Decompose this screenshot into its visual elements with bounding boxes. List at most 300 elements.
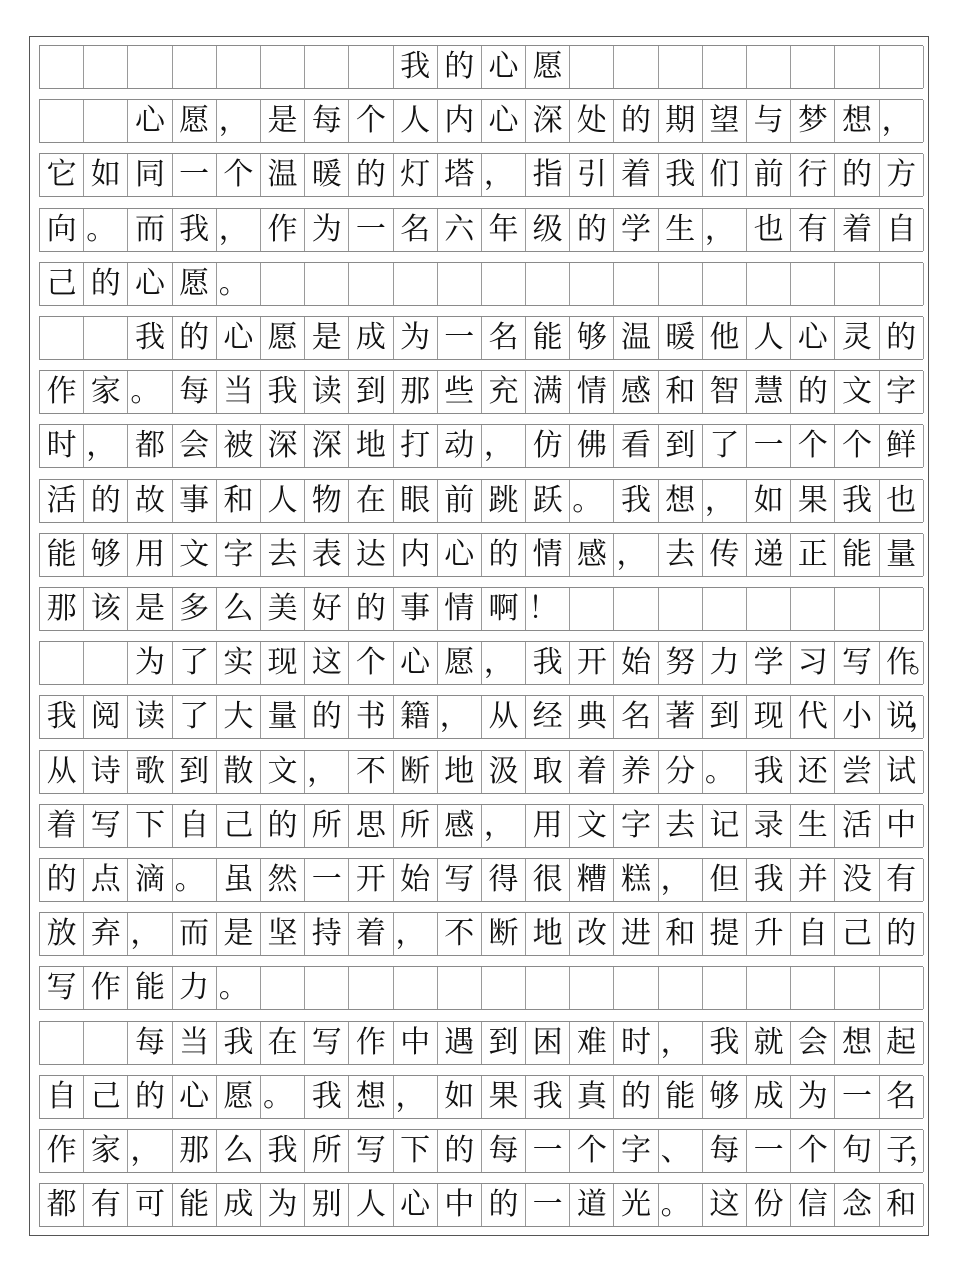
grid-cell: 真 (570, 1076, 614, 1118)
grid-cell: 量 (880, 534, 924, 576)
grid-cell: 人 (747, 317, 791, 359)
grid-cell: 写 (40, 967, 84, 1009)
grid-cell: 了 (703, 425, 747, 467)
grid-cell: 和 (659, 371, 703, 413)
grid-cell: 到 (482, 1022, 526, 1064)
grid-cell: 去 (659, 534, 703, 576)
grid-cell: 字 (614, 805, 658, 847)
grid-cell (835, 967, 879, 1009)
grid-cell: 一 (305, 859, 349, 901)
grid-cell (128, 46, 172, 88)
grid-cell: 开 (349, 859, 393, 901)
grid-cell: ， (659, 859, 703, 901)
grid-cell: 时 (614, 1022, 658, 1064)
grid-cell: 我 (128, 317, 172, 359)
grid-cell: ， (659, 1022, 703, 1064)
grid-cell: 放 (40, 913, 84, 955)
grid-cell: 为 (128, 642, 172, 684)
grid-cell: 名 (614, 696, 658, 738)
grid-cell: 和 (217, 480, 261, 522)
grid-cell: 写 (305, 1022, 349, 1064)
grid-cell: 糕 (614, 859, 658, 901)
grid-cell: 心 (128, 100, 172, 142)
grid-cell: 着 (40, 805, 84, 847)
grid-cell: 它 (40, 154, 84, 196)
grid-cell: 可 (128, 1184, 172, 1226)
grid-cell: 能 (659, 1076, 703, 1118)
text-row (39, 479, 923, 523)
grid-cell: 我 (747, 859, 791, 901)
grid-cell (84, 317, 128, 359)
grid-cell: ， (305, 751, 349, 793)
grid-cell: 。 (217, 967, 261, 1009)
grid-cell (526, 263, 570, 305)
text-row (39, 424, 923, 468)
grid-cell (747, 46, 791, 88)
grid-cell: 我 (526, 642, 570, 684)
grid-cell: 名 (482, 317, 526, 359)
grid-cell: 作 (349, 1022, 393, 1064)
grid-cell: 散 (217, 751, 261, 793)
grid-cell (526, 967, 570, 1009)
grid-cell (394, 263, 438, 305)
grid-cell: 文 (570, 805, 614, 847)
grid-cell: 思 (349, 805, 393, 847)
grid-cell: 糟 (570, 859, 614, 901)
grid-cell: 学 (747, 642, 791, 684)
grid-cell: 够 (570, 317, 614, 359)
grid-cell: 打 (394, 425, 438, 467)
grid-cell (570, 46, 614, 88)
grid-cell (570, 263, 614, 305)
grid-cell: 文 (261, 751, 305, 793)
grid-cell: 够 (84, 534, 128, 576)
grid-cell (747, 588, 791, 630)
grid-cell: 著 (659, 696, 703, 738)
grid-cell: 实 (217, 642, 261, 684)
grid-cell: 一 (835, 1076, 879, 1118)
grid-cell: 就 (747, 1022, 791, 1064)
grid-cell (217, 46, 261, 88)
grid-cell (659, 263, 703, 305)
grid-cell: 愿 (261, 317, 305, 359)
grid-cell: 处 (570, 100, 614, 142)
grid-cell: 分 (659, 751, 703, 793)
grid-cell (791, 46, 835, 88)
grid-cell: 的 (84, 263, 128, 305)
grid-cell: 如 (747, 480, 791, 522)
grid-cell: 为 (791, 1076, 835, 1118)
grid-cell: 下 (394, 1130, 438, 1172)
grid-cell: 己 (84, 1076, 128, 1118)
grid-cell: 读 (305, 371, 349, 413)
grid-cell: 的 (614, 1076, 658, 1118)
grid-cell: 每 (482, 1130, 526, 1172)
grid-cell: 着 (835, 209, 879, 251)
grid-cell: 心 (394, 1184, 438, 1226)
grid-cell: 美 (261, 588, 305, 630)
grid-cell: 心 (128, 263, 172, 305)
grid-cell: 了 (173, 696, 217, 738)
grid-cell: 活 (40, 480, 84, 522)
grid-cell: 记 (703, 805, 747, 847)
grid-cell: 满 (526, 371, 570, 413)
grid-cell: 念 (835, 1184, 879, 1226)
text-row (39, 750, 923, 794)
grid-cell: 遇 (438, 1022, 482, 1064)
grid-cell: 难 (570, 1022, 614, 1064)
grid-cell: 进 (614, 913, 658, 955)
grid-cell: ， (128, 1130, 172, 1172)
grid-cell: 起 (880, 1022, 924, 1064)
grid-cell: 活 (835, 805, 879, 847)
grid-cell: 说 ， (880, 696, 924, 738)
grid-cell: 灵 (835, 317, 879, 359)
text-row (39, 1075, 923, 1119)
grid-cell: 那 (394, 371, 438, 413)
grid-cell (305, 263, 349, 305)
grid-cell: 会 (791, 1022, 835, 1064)
grid-cell: 为 (261, 1184, 305, 1226)
grid-cell: 。 (703, 751, 747, 793)
grid-cell: 在 (261, 1022, 305, 1064)
grid-cell: 有 (84, 1184, 128, 1226)
grid-cell: 事 (173, 480, 217, 522)
grid-cell: ， (394, 913, 438, 955)
grid-cell (614, 46, 658, 88)
grid-cell: 学 (614, 209, 658, 251)
grid-cell: 我 (394, 46, 438, 88)
grid-cell: 能 (526, 317, 570, 359)
grid-cell (835, 588, 879, 630)
grid-cell (791, 967, 835, 1009)
grid-cell: 和 (659, 913, 703, 955)
text-row (39, 316, 923, 360)
grid-cell: 个 (349, 642, 393, 684)
text-row (39, 370, 923, 414)
grid-cell: 物 (305, 480, 349, 522)
grid-cell: 。 (570, 480, 614, 522)
grid-cell: 内 (394, 534, 438, 576)
grid-cell (747, 967, 791, 1009)
grid-cell: 向 (40, 209, 84, 251)
grid-cell (394, 967, 438, 1009)
grid-cell: 他 (703, 317, 747, 359)
grid-cell: 传 (703, 534, 747, 576)
grid-cell: ， (394, 1076, 438, 1118)
grid-cell: 的 (128, 1076, 172, 1118)
grid-cell: 别 (305, 1184, 349, 1226)
grid-cell: 我 (261, 1130, 305, 1172)
grid-cell: 也 (880, 480, 924, 522)
grid-cell: 个 (791, 425, 835, 467)
grid-cell: 该 (84, 588, 128, 630)
grid-cell: 开 (570, 642, 614, 684)
grid-cell: 佛 (570, 425, 614, 467)
text-row (39, 641, 939, 685)
grid-cell: 深 (261, 425, 305, 467)
grid-cell: 但 (703, 859, 747, 901)
grid-cell: 的 (438, 1130, 482, 1172)
grid-cell: 行 (791, 154, 835, 196)
grid-cell: 困 (526, 1022, 570, 1064)
grid-cell: 我 (526, 1076, 570, 1118)
grid-cell: 眼 (394, 480, 438, 522)
grid-cell: 每 (128, 1022, 172, 1064)
grid-cell: 情 (570, 371, 614, 413)
text-row (39, 208, 923, 252)
grid-cell: 生 (791, 805, 835, 847)
grid-cell: 并 (791, 859, 835, 901)
grid-cell: 情 (438, 588, 482, 630)
grid-cell: 心 (482, 46, 526, 88)
grid-cell: 写 (835, 642, 879, 684)
grid-cell: 还 (791, 751, 835, 793)
grid-cell: ， (438, 696, 482, 738)
grid-cell: 到 (173, 751, 217, 793)
text-row (39, 262, 923, 306)
grid-cell: 的 (791, 371, 835, 413)
grid-cell: 灯 (394, 154, 438, 196)
grid-cell: 始 (394, 859, 438, 901)
grid-cell (349, 967, 393, 1009)
grid-cell: 为 (394, 317, 438, 359)
grid-cell (835, 263, 879, 305)
grid-cell (84, 642, 128, 684)
grid-cell: ， (703, 480, 747, 522)
grid-cell: 达 (349, 534, 393, 576)
grid-cell (305, 46, 349, 88)
grid-cell: 自 (791, 913, 835, 955)
grid-cell: 个 (570, 1130, 614, 1172)
grid-cell (40, 317, 84, 359)
grid-cell: 现 (261, 642, 305, 684)
grid-cell: 心 (791, 317, 835, 359)
grid-cell: 。 (84, 209, 128, 251)
text-row (39, 533, 923, 577)
grid-cell: 用 (526, 805, 570, 847)
grid-cell (349, 46, 393, 88)
grid-cell: 梦 (791, 100, 835, 142)
grid-cell: 自 (880, 209, 924, 251)
grid-cell: 现 (747, 696, 791, 738)
grid-cell: 好 (305, 588, 349, 630)
grid-cell: 写 (438, 859, 482, 901)
grid-cell: 成 (747, 1076, 791, 1118)
grid-cell (482, 967, 526, 1009)
grid-cell: 啊 (482, 588, 526, 630)
grid-cell (703, 967, 747, 1009)
grid-cell: 会 (173, 425, 217, 467)
grid-cell: 持 (305, 913, 349, 955)
grid-cell: 籍 (394, 696, 438, 738)
grid-cell: 个 (835, 425, 879, 467)
grid-cell: ， (482, 425, 526, 467)
grid-cell: 人 (394, 100, 438, 142)
grid-cell: ， (217, 100, 261, 142)
grid-cell: 我 (217, 1022, 261, 1064)
grid-cell: 引 (570, 154, 614, 196)
grid-cell: 信 (791, 1184, 835, 1226)
grid-cell (791, 588, 835, 630)
grid-cell: 断 (482, 913, 526, 955)
grid-cell: 塔 (438, 154, 482, 196)
grid-cell: 到 (349, 371, 393, 413)
grid-cell: 名 (394, 209, 438, 251)
grid-cell: 能 (173, 1184, 217, 1226)
grid-cell: 从 (482, 696, 526, 738)
grid-cell: 、 (659, 1130, 703, 1172)
grid-cell: 递 (747, 534, 791, 576)
grid-cell: 写 (349, 1130, 393, 1172)
grid-cell: 我 (703, 1022, 747, 1064)
grid-cell (438, 967, 482, 1009)
grid-cell: 这 (305, 642, 349, 684)
grid-cell: 取 (526, 751, 570, 793)
grid-cell: 所 (394, 805, 438, 847)
grid-cell: 点 (84, 859, 128, 901)
grid-cell: 。 (173, 859, 217, 901)
grid-cell: 中 (438, 1184, 482, 1226)
grid-cell: 着 (614, 154, 658, 196)
grid-cell: 文 (173, 534, 217, 576)
grid-cell: ， (703, 209, 747, 251)
grid-cell: 一 (173, 154, 217, 196)
grid-cell: 的 (880, 317, 924, 359)
grid-cell: 的 (84, 480, 128, 522)
grid-cell: 想 (835, 1022, 879, 1064)
grid-cell: 去 (659, 805, 703, 847)
grid-cell (703, 263, 747, 305)
text-row (39, 1021, 923, 1065)
grid-cell: 。 (659, 1184, 703, 1226)
text-row (39, 695, 939, 739)
grid-cell: 一 (526, 1184, 570, 1226)
grid-cell: 而 (173, 913, 217, 955)
grid-cell: 诗 (84, 751, 128, 793)
grid-cell: 指 (526, 154, 570, 196)
grid-cell: 养 (614, 751, 658, 793)
grid-cell: 故 (128, 480, 172, 522)
grid-cell: 的 (482, 534, 526, 576)
grid-cell: 所 (305, 805, 349, 847)
grid-cell: 作 (261, 209, 305, 251)
grid-cell: 也 (747, 209, 791, 251)
grid-cell (880, 46, 924, 88)
grid-cell: 想 (659, 480, 703, 522)
grid-cell (482, 263, 526, 305)
text-row (39, 804, 923, 848)
grid-cell: 深 (526, 100, 570, 142)
grid-cell: 量 (261, 696, 305, 738)
grid-cell: ， (84, 425, 128, 467)
grid-cell: ， (482, 805, 526, 847)
grid-cell: 每 (305, 100, 349, 142)
grid-cell: 的 (880, 913, 924, 955)
grid-cell: 字 (217, 534, 261, 576)
grid-cell (40, 100, 84, 142)
grid-cell: 够 (703, 1076, 747, 1118)
grid-cell: 了 (173, 642, 217, 684)
grid-cell: 提 (703, 913, 747, 955)
grid-cell: 的 (261, 805, 305, 847)
grid-cell (570, 588, 614, 630)
grid-cell: 歌 (128, 751, 172, 793)
grid-cell: 。 (128, 371, 172, 413)
grid-cell: 我 (614, 480, 658, 522)
grid-cell: 深 (305, 425, 349, 467)
grid-cell: 份 (747, 1184, 791, 1226)
grid-cell: 地 (438, 751, 482, 793)
text-row (39, 912, 923, 956)
grid-cell: 我 (40, 696, 84, 738)
grid-cell (349, 263, 393, 305)
grid-cell (614, 588, 658, 630)
grid-cell: 如 (438, 1076, 482, 1118)
grid-cell: 用 (128, 534, 172, 576)
grid-cell: ， (482, 642, 526, 684)
grid-cell: 所 (305, 1130, 349, 1172)
grid-cell: 改 (570, 913, 614, 955)
grid-cell: 弃 (84, 913, 128, 955)
grid-cell: 我 (747, 751, 791, 793)
grid-cell: 己 (835, 913, 879, 955)
grid-cell: 名 (880, 1076, 924, 1118)
grid-cell: 升 (747, 913, 791, 955)
grid-cell: 一 (438, 317, 482, 359)
grid-cell: 事 (394, 588, 438, 630)
grid-cell: 心 (173, 1076, 217, 1118)
grid-cell: 道 (570, 1184, 614, 1226)
grid-cell: 动 (438, 425, 482, 467)
grid-cell: 读 (128, 696, 172, 738)
grid-cell: 尝 (835, 751, 879, 793)
grid-cell: 们 (703, 154, 747, 196)
grid-cell: 都 (128, 425, 172, 467)
grid-cell: 的 (40, 859, 84, 901)
text-row (39, 966, 923, 1010)
grid-cell (880, 588, 924, 630)
grid-cell: 不 (438, 913, 482, 955)
grid-cell: 的 (614, 100, 658, 142)
grid-cell (747, 263, 791, 305)
grid-cell: 和 (880, 1184, 924, 1226)
grid-cell: 果 (791, 480, 835, 522)
grid-cell: 自 (40, 1076, 84, 1118)
grid-cell: 我 (659, 154, 703, 196)
grid-cell (835, 46, 879, 88)
grid-cell: 阅 (84, 696, 128, 738)
grid-cell: 典 (570, 696, 614, 738)
grid-cell: 一 (349, 209, 393, 251)
grid-cell: 的 (835, 154, 879, 196)
grid-cell: 被 (217, 425, 261, 467)
grid-cell: 方 (880, 154, 924, 196)
grid-cell: 子 ， (880, 1130, 924, 1172)
grid-cell: 级 (526, 209, 570, 251)
grid-cell: 不 (349, 751, 393, 793)
grid-cell: 愿 (173, 100, 217, 142)
grid-cell: 么 (217, 1130, 261, 1172)
grid-cell (173, 46, 217, 88)
grid-cell: 与 (747, 100, 791, 142)
grid-cell: 人 (349, 1184, 393, 1226)
grid-cell (791, 263, 835, 305)
grid-cell: 家 (84, 371, 128, 413)
grid-cell (880, 967, 924, 1009)
title-row (39, 45, 923, 89)
grid-cell: 慧 (747, 371, 791, 413)
